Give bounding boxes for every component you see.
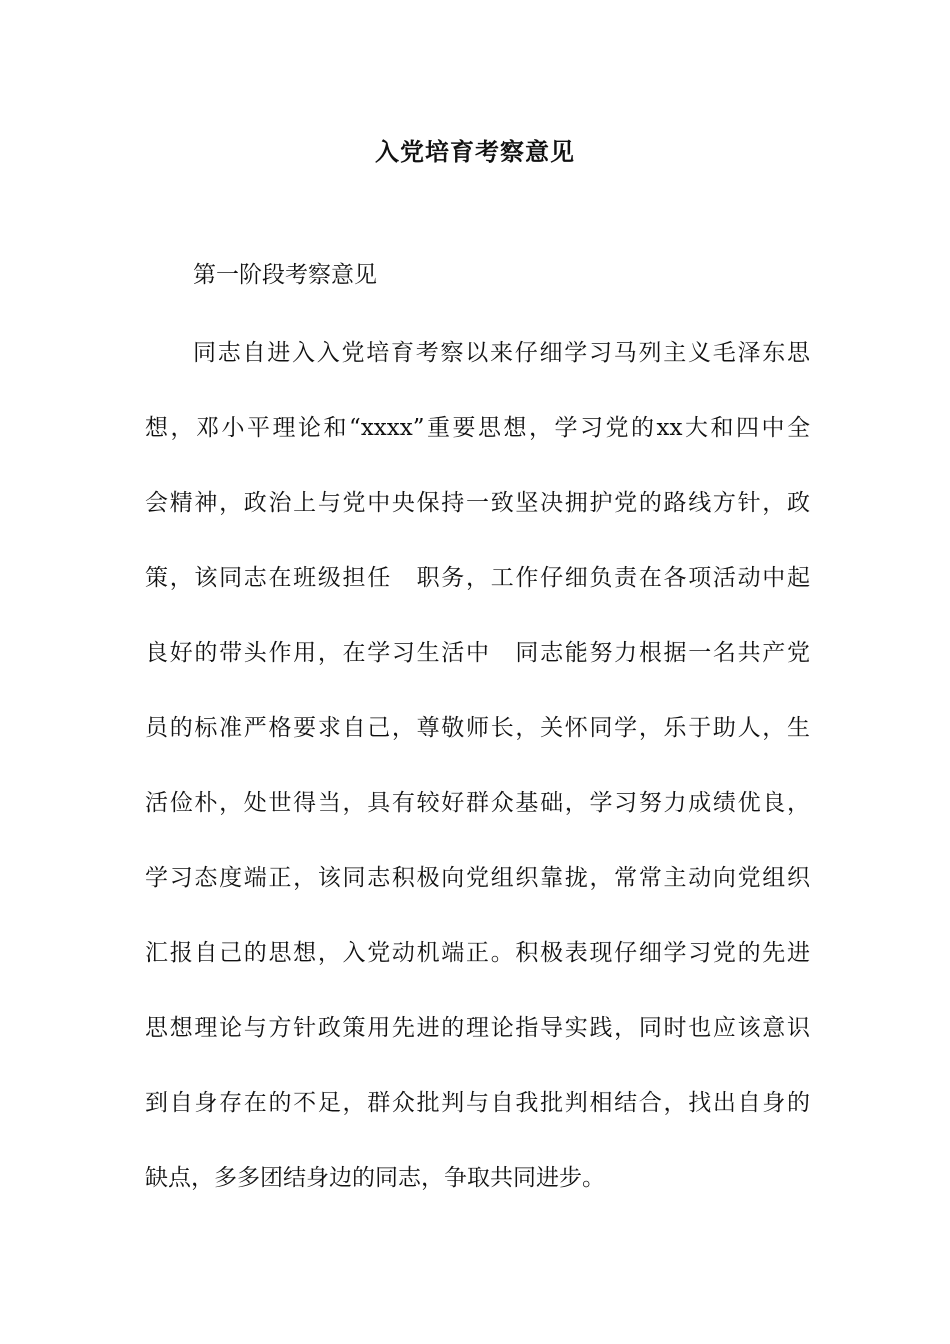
body-line: 活俭朴，处世得当，具有较好群众基础，学习努力成绩优良，	[145, 790, 810, 816]
body-line: 汇报自己的思想，入党动机端正。积极表现仔细学习党的先进	[145, 940, 810, 966]
body-line: 学习态度端正，该同志积极向党组织靠拢，常常主动向党组织	[145, 865, 810, 891]
section-heading: 第一阶段考察意见	[193, 262, 377, 288]
body-line: 缺点，多多团结身边的同志，争取共同进步。	[145, 1165, 605, 1191]
body-line: 同志自进入入党培育考察以来仔细学习马列主义毛泽东思	[193, 340, 810, 366]
body-paragraph	[145, 333, 810, 1233]
body-line: 到自身存在的不足，群众批判与自我批判相结合，找出自身的	[145, 1090, 810, 1116]
document-title: 入党培育考察意见	[375, 137, 575, 166]
body-line: 员的标准严格要求自己，尊敬师长，关怀同学，乐于助人，生	[145, 715, 810, 741]
body-line: 良好的带头作用，在学习生活中 同志能努力根据一名共产党	[145, 640, 810, 666]
body-line: 策，该同志在班级担任 职务，工作仔细负责在各项活动中起	[145, 565, 810, 591]
body-line: 思想理论与方针政策用先进的理论指导实践，同时也应该意识	[145, 1015, 810, 1041]
body-line: 想，邓小平理论和“xxxx”重要思想，学习党的xx大和四中全	[145, 415, 810, 441]
body-line: 会精神，政治上与党中央保持一致坚决拥护党的路线方针，政	[145, 490, 810, 516]
